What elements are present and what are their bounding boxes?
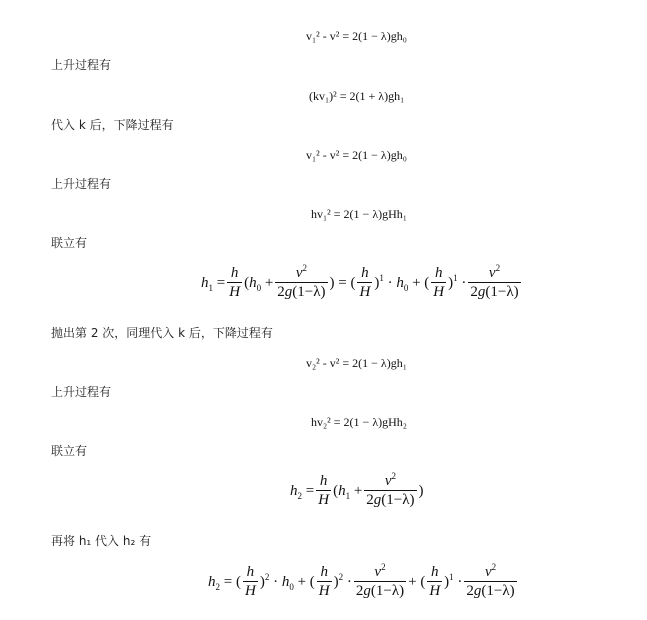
text-combine-2: 联立有: [51, 444, 88, 458]
equation-5: $h_1$ = $\frac{h}{H}$ ($h_0$ + $\frac{v^2}{2g(1-\lambda)}$ ) = ( $\frac{h}{H}$ )$^1 \cdot h_0$ + ( $\frac{h}{H}$ )$^1$ · $\frac{v^2}{2g(1-\lambda)}$: [201, 263, 519, 300]
text-second-throw: 抛出第 2 次，同理代入 k 后，下降过程有: [51, 326, 273, 340]
text-combine-1: 联立有: [51, 236, 88, 250]
text-ascend-3: 上升过程有: [51, 385, 112, 399]
text-ascend-1: 上升过程有: [51, 58, 112, 72]
equation-7: hv₂² = 2(1 − λ)gHh₂: [311, 415, 407, 429]
equation-8: $h_2$ = $\frac{h}{H}$ ($h_1$ + $\frac{v^2}{2g(1-\lambda)}$ ): [290, 471, 424, 508]
text-ascend-2: 上升过程有: [51, 177, 112, 191]
text-substitute-h1: 再将 h₁ 代入 h₂ 有: [51, 534, 152, 548]
equation-4: hv₁² = 2(1 − λ)gHh₁: [311, 207, 407, 221]
equation-2: (kv₁)² = 2(1 + λ)gh₁: [309, 89, 405, 103]
equation-3: v₁² - v² = 2(1 − λ)gh₀: [306, 148, 407, 162]
text-substitute-k: 代入 k 后，下降过程有: [51, 118, 174, 132]
equation-6: v₂² - v² = 2(1 − λ)gh₁: [306, 356, 407, 370]
equation-1: v₁² - v² = 2(1 − λ)gh₀: [306, 29, 407, 43]
equation-9: $h_2$ = ( $\frac{h}{H}$ )$^2 \cdot h_0$ + ( $\frac{h}{H}$ )$^2$ · $\frac{v^2}{2g(1-\lambda)}$ + ( $\frac{h}{H}$ )$^1$ · $\frac{v^2}{2g(1-\lambda)}$: [208, 562, 515, 599]
